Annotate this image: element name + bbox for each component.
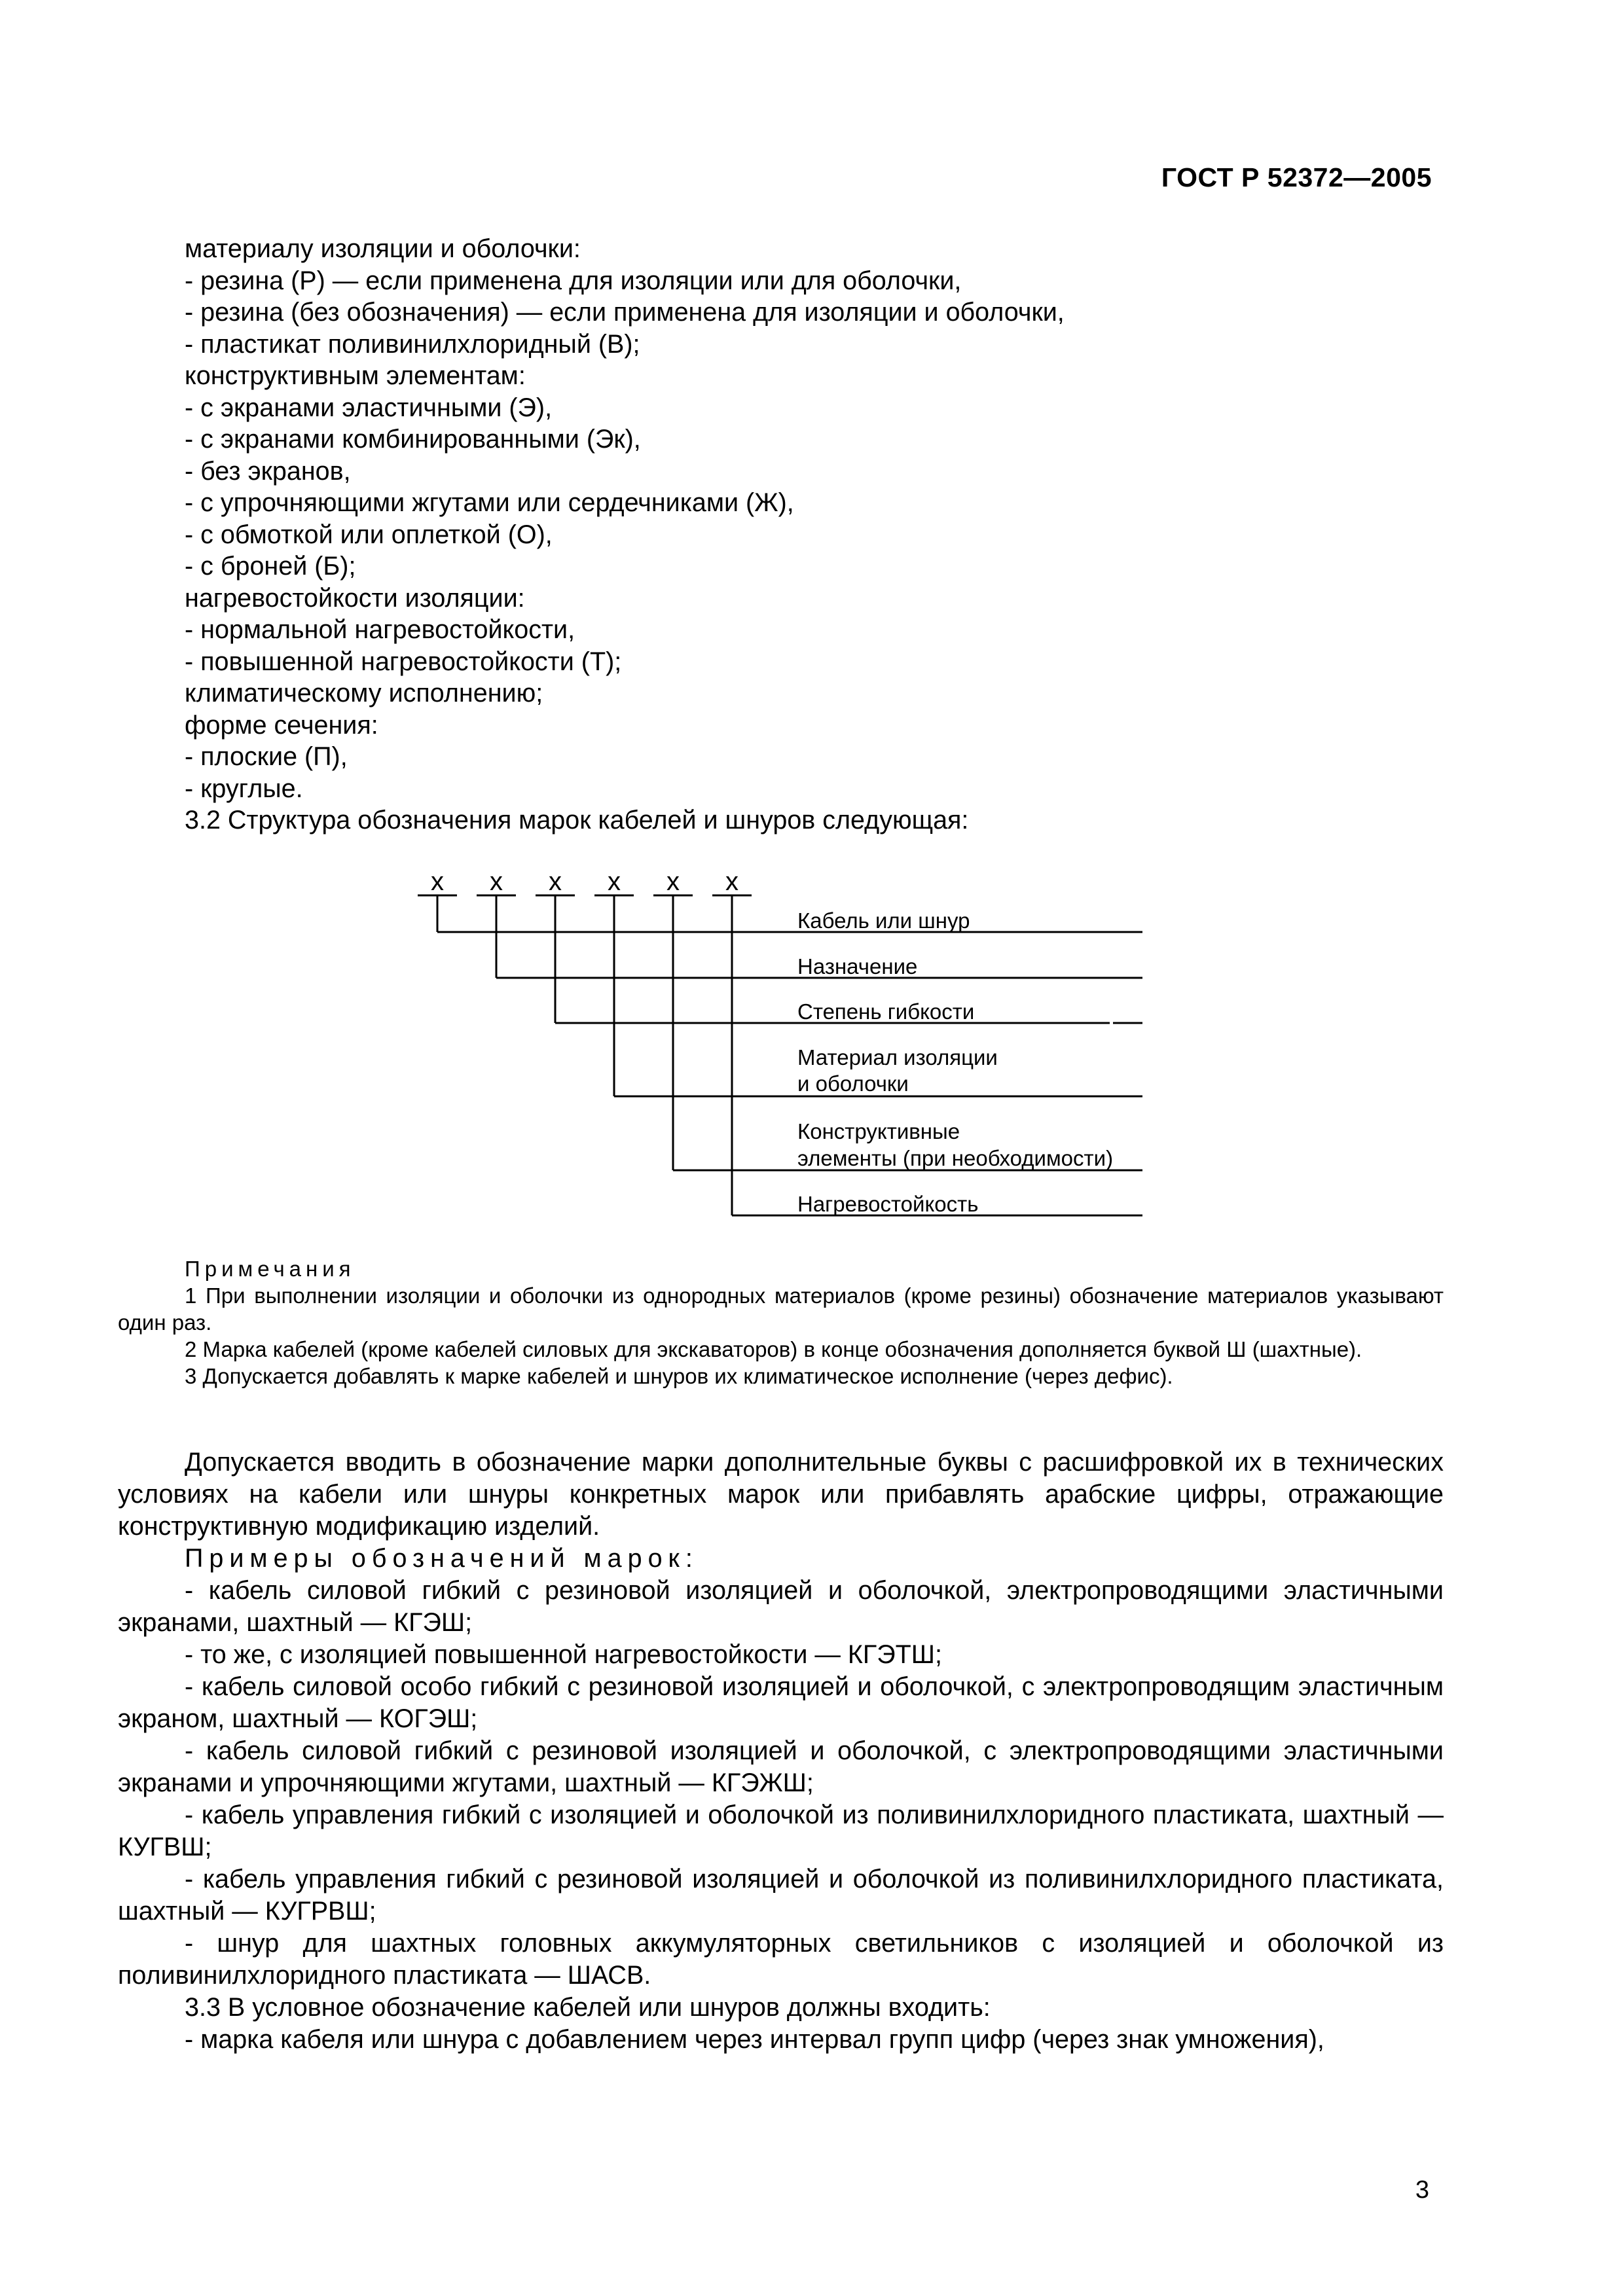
list-line: - повышенной нагревостойкости (Т);	[185, 647, 622, 676]
list-line: - с броней (Б);	[185, 552, 356, 581]
list-line: - пластикат поливинилхлоридный (В);	[185, 329, 640, 359]
list-line: - с экранами эластичными (Э),	[185, 393, 553, 422]
diagram-symbol: х	[666, 867, 680, 896]
diagram-label-material: Материал изоляции	[797, 1045, 998, 1069]
example-item: - то же, с изоляцией повышенной нагревостойкости — КГЭТШ;	[185, 1640, 942, 1669]
list-line: - плоские (П),	[185, 742, 348, 771]
list-line: - резина (Р) — если применена для изоляции или для оболочки,	[185, 266, 962, 295]
diagram-label-material: и оболочки	[797, 1071, 909, 1096]
diagram-label-flexibility: Степень гибкости	[797, 999, 975, 1024]
list-line: - с обмоткой или оплеткой (О),	[185, 520, 553, 549]
main-text	[118, 1446, 1444, 2056]
document-header: ГОСТ Р 52372—2005	[1161, 162, 1432, 192]
note-item: 2 Марка кабелей (кроме кабелей силовых для экскаваторов) в конце обозначения дополняется буквой Ш (шахтные).	[185, 1337, 1362, 1361]
section-3-3-heading: 3.3 В условное обозначение кабелей или шнуров должны входить:	[185, 1993, 991, 2022]
list-line: - с экранами комбинированными (Эк),	[185, 425, 641, 454]
list-line: - круглые.	[185, 774, 303, 803]
page-number: 3	[1415, 2176, 1429, 2204]
diagram-label-heat-resistance: Нагревостойкость	[797, 1192, 979, 1216]
paragraph: Допускается вводить в обозначение марки дополнительные буквы с расшифровкой их в технических условиях на кабели или шнуры конкретных марок или прибавлять арабские цифры, отражающие конструктивную модификацию изделий.	[118, 1448, 1444, 1541]
paragraph: - марка кабеля или шнура с добавлением через интервал групп цифр (через знак умножения),	[185, 2025, 1324, 2054]
list-line: материалу изоляции и оболочки:	[185, 234, 581, 263]
list-line: - с упрочняющими жгутами или сердечниками (Ж),	[185, 488, 794, 517]
list-line: - без экранов,	[185, 456, 351, 486]
list-line: конструктивным элементам:	[185, 361, 526, 390]
diagram-symbol: х	[549, 867, 562, 896]
diagram-symbol: х	[431, 867, 444, 896]
diagram-label-construction: элементы (при необходимости)	[797, 1146, 1114, 1170]
diagram-symbol: х	[608, 867, 621, 896]
example-item: - кабель силовой гибкий с резиновой изоляцией и оболочкой, с электропроводящими эластичными экранами и упрочняющими жгутами, шахтный — КГЭЖШ;	[118, 1736, 1444, 1797]
diagram-label-construction: Конструктивные	[797, 1119, 960, 1143]
diagram-symbol: х	[490, 867, 503, 896]
notes-title: Примечания	[185, 1257, 356, 1281]
list-line: нагревостойкости изоляции:	[185, 583, 525, 613]
diagram-label-purpose: Назначение	[797, 954, 918, 978]
list-line: - резина (без обозначения) — если применена для изоляции и оболочки,	[185, 298, 1065, 327]
list-line: форме сечения:	[185, 710, 378, 740]
example-item: - кабель силовой гибкий с резиновой изоляцией и оболочкой, электропроводящими эластичными экранами, шахтный — КГЭШ;	[118, 1576, 1444, 1637]
section-3-2-heading: 3.2 Структура обозначения марок кабелей и шнуров следующая:	[185, 806, 969, 834]
example-item: - кабель управления гибкий с резиновой изоляцией и оболочкой из поливинилхлоридного пластиката, шахтный — КУГРВШ;	[118, 1865, 1444, 1926]
classification-list	[185, 233, 1429, 836]
diagram-symbol: х	[725, 867, 739, 896]
note-item: 1 При выполнении изоляции и оболочки из однородных материалов (кроме резины) обозначение материалов указывают один раз.	[118, 1283, 1444, 1335]
note-item: 3 Допускается добавлять к марке кабелей и шнуров их климатическое исполнение (через дефис).	[185, 1364, 1173, 1388]
examples-title: Примеры обозначений марок:	[185, 1544, 699, 1573]
list-line: климатическому исполнению;	[185, 679, 543, 708]
list-line: - нормальной нагревостойкости,	[185, 615, 575, 644]
example-item: - кабель управления гибкий с изоляцией и оболочкой из поливинилхлоридного пластиката, шахтный — КУГВШ;	[118, 1801, 1444, 1861]
notes-section	[118, 1255, 1444, 1390]
example-item: - кабель силовой особо гибкий с резиновой изоляцией и оболочкой, с электропроводящим эластичным экраном, шахтный — КОГЭШ;	[118, 1672, 1444, 1733]
example-item: - шнур для шахтных головных аккумуляторных светильников с изоляцией и оболочкой из поливинилхлоридного пластиката — ШАСВ.	[118, 1929, 1444, 1990]
diagram-label-cable: Кабель или шнур	[797, 908, 970, 933]
